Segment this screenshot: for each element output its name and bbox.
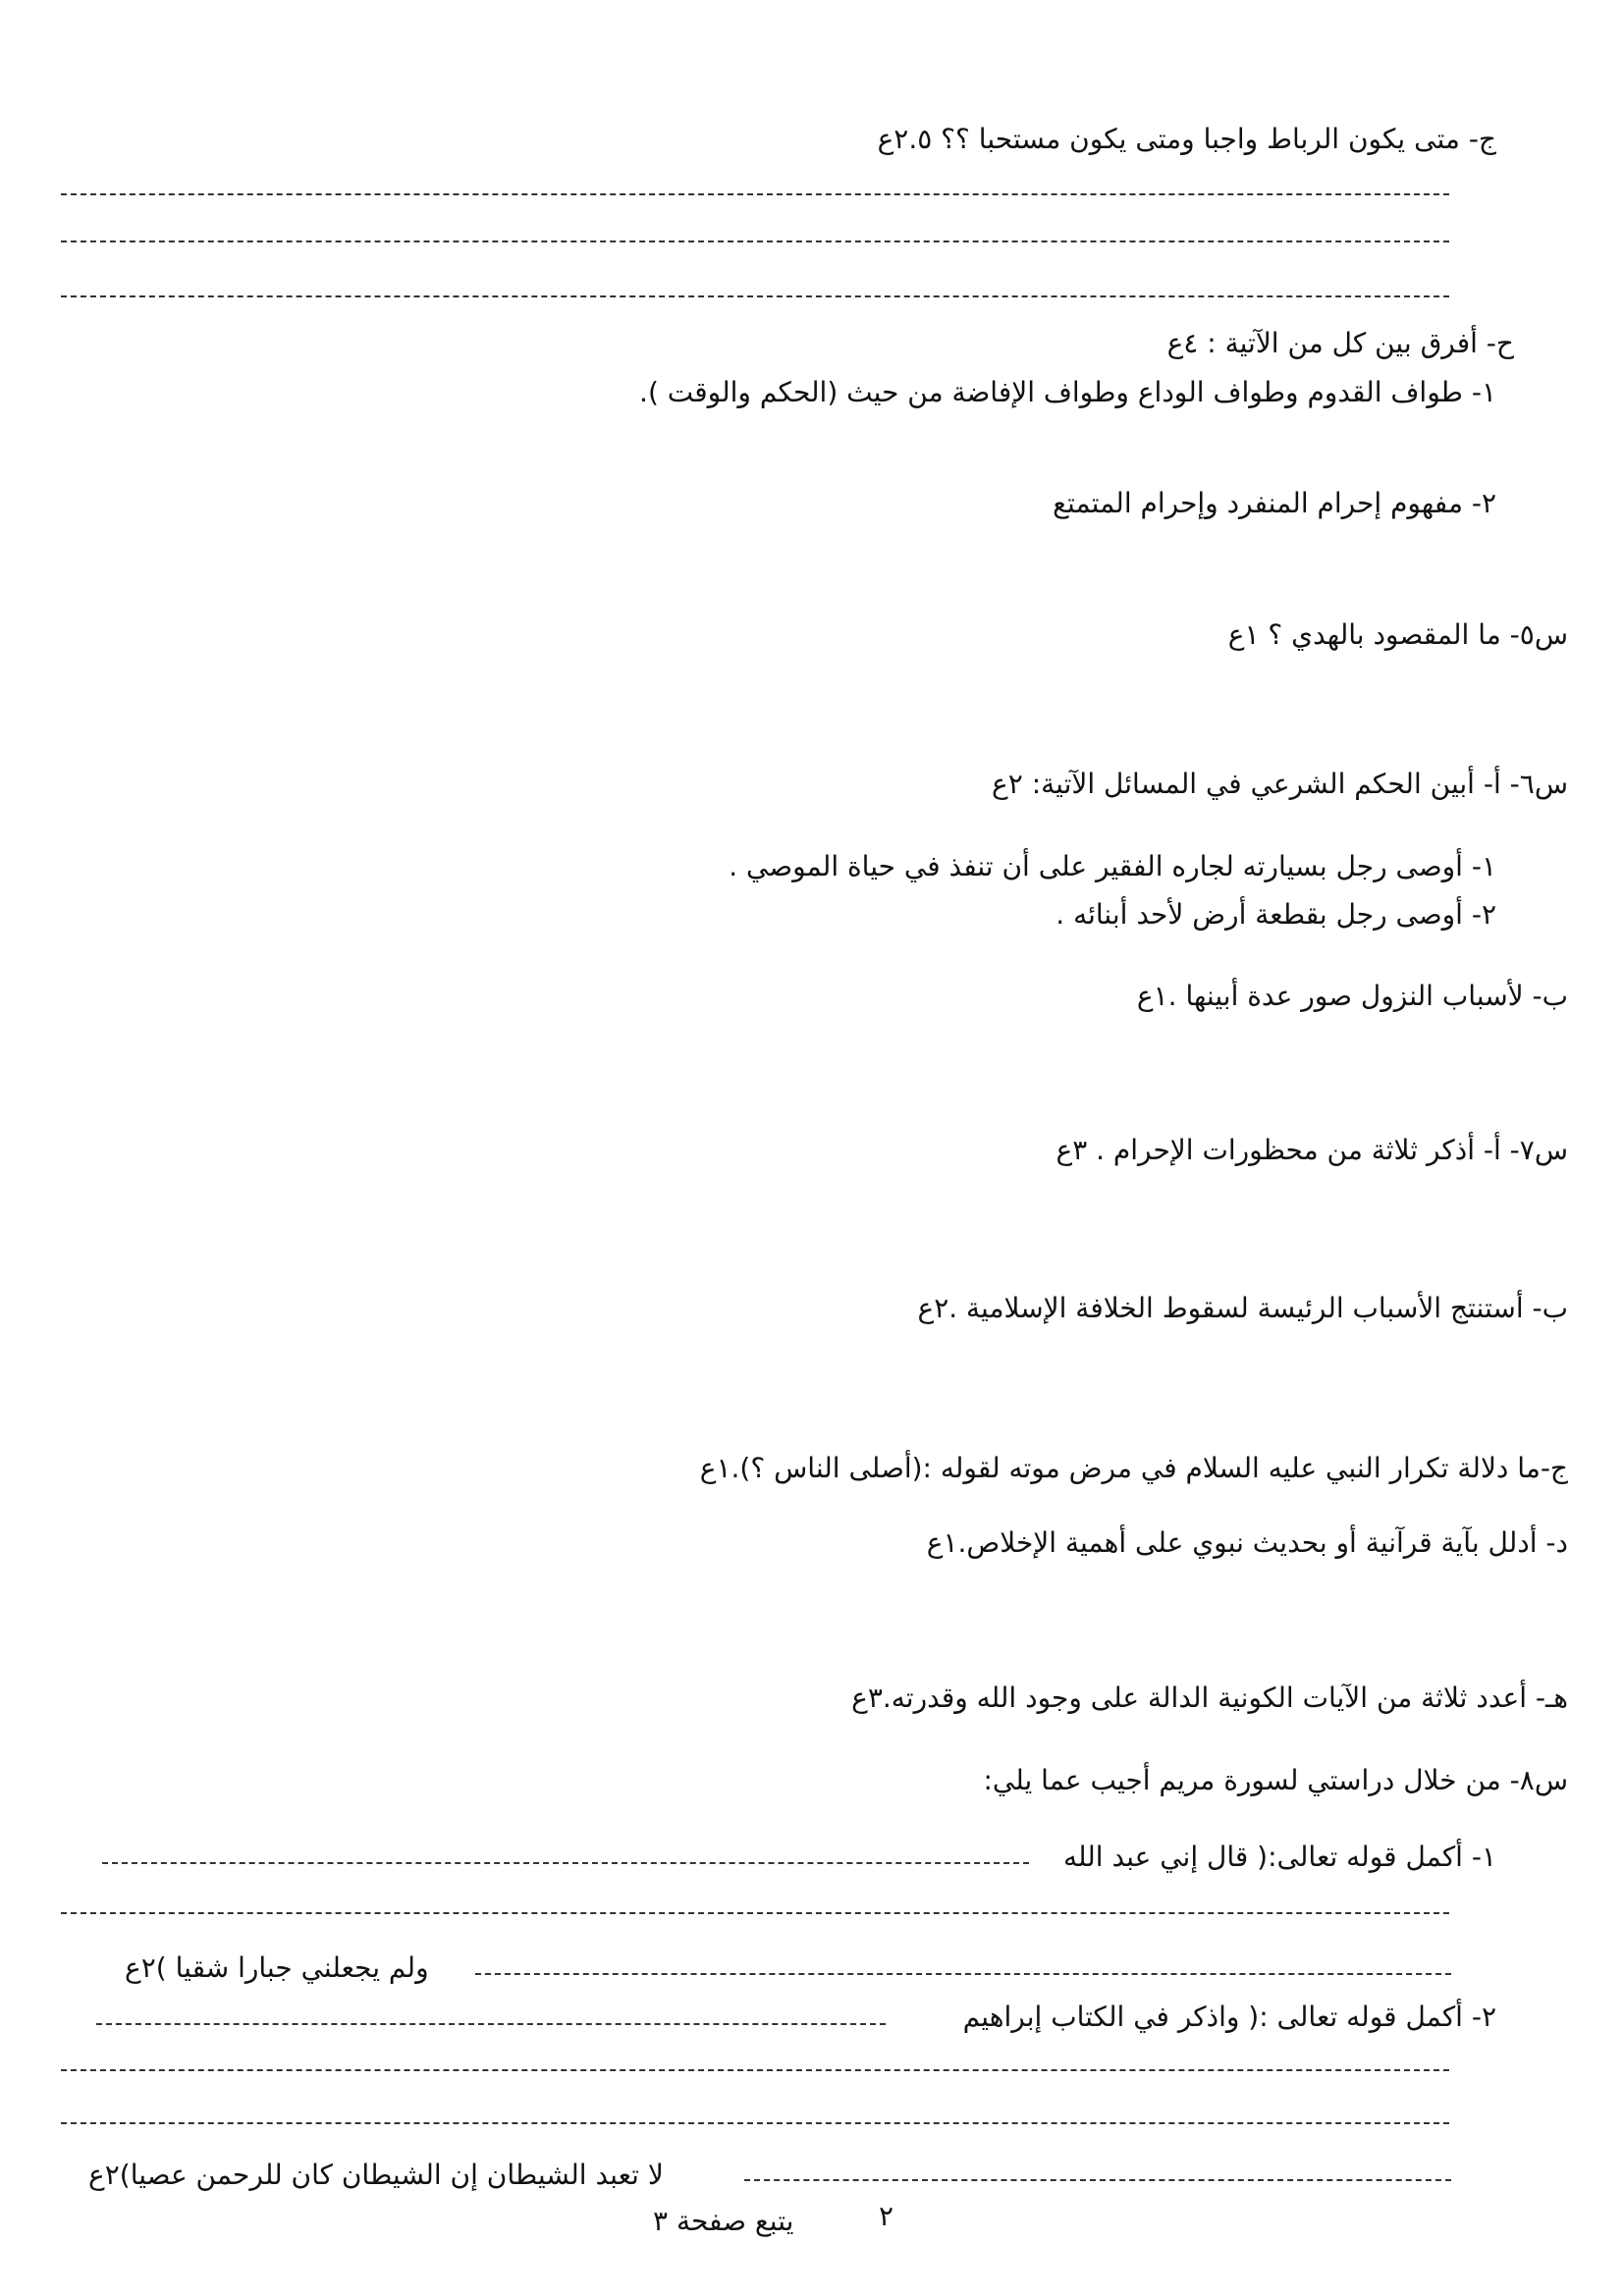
answer-line bbox=[744, 2179, 1451, 2181]
question-8-item-2-end: لا تعبد الشيطان إن الشيطان كان للرحمن عصيا)٢ع bbox=[88, 2159, 664, 2191]
question-8-item-2-start: ٢- أكمل قوله تعالى :( واذكر في الكتاب إبراهيم bbox=[962, 2001, 1496, 2033]
question-8-item-1-end: ولم يجعلني جبارا شقيا )٢ع bbox=[125, 1951, 429, 1984]
question-8-item-1-start: ١- أكمل قوله تعالى:( قال إني عبد الله bbox=[1062, 1841, 1496, 1873]
answer-line bbox=[61, 2122, 1449, 2124]
answer-line bbox=[61, 2069, 1449, 2071]
answer-line bbox=[61, 240, 1449, 242]
question-7b: ب- أستنتج الأسباب الرئيسة لسقوط الخلافة الإسلامية .٢ع bbox=[917, 1292, 1568, 1324]
question-6a-item-2: ٢- أوصى رجل بقطعة أرض لأحد أبنائه . bbox=[1056, 898, 1496, 931]
page-number: ٢ bbox=[879, 2200, 894, 2232]
answer-line bbox=[61, 193, 1449, 195]
answer-line bbox=[102, 1862, 1029, 1864]
question-7d: د- أدلل بآية قرآنية أو بحديث نبوي على أهمية الإخلاص.١ع bbox=[926, 1526, 1568, 1559]
question-6b: ب- لأسباب النزول صور عدة أبينها .١ع bbox=[1136, 980, 1568, 1012]
answer-line bbox=[475, 1973, 1451, 1975]
question-5: س٥- ما المقصود بالهدي ؟ ١ع bbox=[1227, 618, 1568, 651]
answer-line bbox=[61, 295, 1449, 297]
question-4h-item-1: ١- طواف القدوم وطواف الوداع وطواف الإفاضة من حيث (الحكم والوقت ). bbox=[639, 376, 1496, 408]
question-7h: هـ- أعدد ثلاثة من الآيات الكونية الدالة على وجود الله وقدرته.٣ع bbox=[851, 1682, 1568, 1714]
question-4h: ح- أفرق بين كل من الآتية : ٤ع bbox=[1166, 327, 1514, 359]
question-4c: ج- متى يكون الرباط واجبا ومتى يكون مستحبا ؟؟ ٢.٥ع bbox=[877, 123, 1496, 155]
question-7a: س٧- أ- أذكر ثلاثة من محظورات الإحرام . ٣ع bbox=[1056, 1134, 1568, 1166]
question-7c: ج-ما دلالة تكرار النبي عليه السلام في مرض موته لقوله :(أصلى الناس ؟).١ع bbox=[699, 1452, 1568, 1484]
question-6a: س٦- أ- أبين الحكم الشرعي في المسائل الآتية: ٢ع bbox=[992, 768, 1568, 800]
question-4h-item-2: ٢- مفهوم إحرام المنفرد وإحرام المتمتع bbox=[1053, 487, 1496, 519]
question-6a-item-1: ١- أوصى رجل بسيارته لجاره الفقير على أن تنفذ في حياة الموصي . bbox=[729, 850, 1496, 882]
continue-note: يتبع صفحة ٣ bbox=[653, 2205, 794, 2237]
answer-line bbox=[96, 2023, 886, 2025]
question-8: س٨- من خلال دراستي لسورة مريم أجيب عما يلي: bbox=[983, 1764, 1568, 1796]
answer-line bbox=[61, 1912, 1449, 1914]
